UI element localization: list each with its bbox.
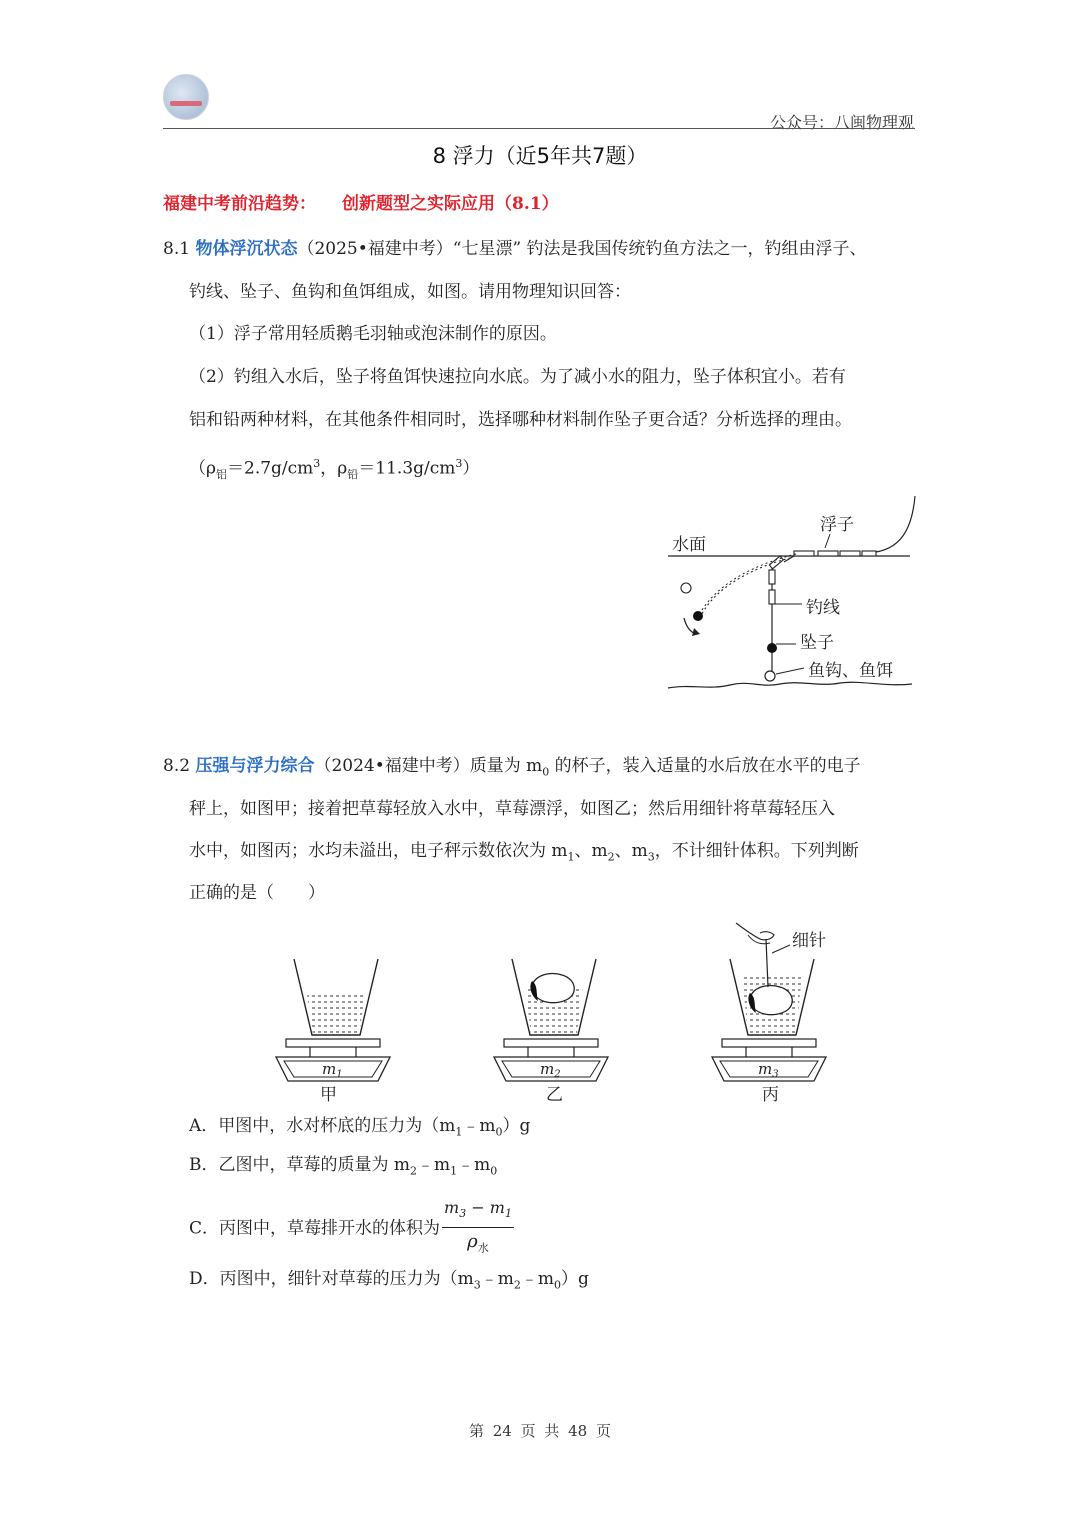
option-b-sub0: 0 — [490, 1164, 498, 1178]
density-open: （ρ — [189, 458, 216, 479]
float-2 — [840, 551, 860, 556]
caption-jia: 甲 — [320, 1085, 337, 1105]
float-4 — [794, 551, 814, 556]
label-line: 钓线 — [806, 598, 840, 618]
hook-leader — [776, 668, 804, 674]
float-1 — [818, 551, 838, 556]
reading-jia: $m_1$ — [322, 1060, 343, 1080]
q2-m0-sub: 0 — [542, 765, 550, 779]
setup-yi — [494, 959, 608, 1105]
float-3 — [862, 551, 876, 556]
aluminum-sub: 铝 — [216, 468, 227, 482]
hand — [736, 923, 774, 940]
water-jia — [307, 995, 365, 1035]
q1-keyword: 物体浮沉状态 — [195, 239, 298, 259]
option-b-sub2: 2 — [410, 1164, 418, 1178]
option-a-end: ）g — [502, 1116, 531, 1136]
moving-sinker — [693, 611, 703, 621]
caption-yi: 乙 — [546, 1085, 563, 1105]
option-d-sub0: 0 — [554, 1278, 561, 1292]
option-d-minus2: ﹣m — [520, 1269, 554, 1289]
label-needle: 细针 — [792, 931, 826, 951]
label-sinker: 坠子 — [800, 633, 834, 653]
scale-plate-bing — [722, 1039, 816, 1047]
density-sep: ，ρ — [320, 458, 348, 479]
q2-text-3c: 、m — [614, 841, 648, 861]
option-d-sub2: 2 — [513, 1278, 521, 1292]
motion-arrowhead — [692, 628, 700, 636]
fraction-denominator: $\rho_水$ — [467, 1231, 489, 1255]
trend-topic: 创新题型之实际应用（8.1） — [342, 194, 559, 214]
trajectory-dotted — [700, 558, 790, 618]
q2-text-1a: 质量为 m — [469, 756, 543, 776]
q1-subquestion-2a: （2）钓组入水后，坠子将鱼饵快速拉向水底。为了减小水的阻力，坠子体积宜小。若有 — [189, 367, 846, 387]
sinker-dot — [767, 643, 777, 653]
q2-number: 8.2 — [163, 756, 191, 776]
q2-sub-1: 1 — [567, 850, 575, 864]
label-float: 浮子 — [820, 515, 854, 535]
option-c-fraction — [442, 1196, 514, 1261]
rod-line — [876, 496, 915, 552]
fishing-rig-figure — [660, 490, 920, 700]
logo — [163, 74, 209, 120]
option-d-minus1: ﹣m — [480, 1269, 514, 1289]
scale-plate-jia — [286, 1039, 380, 1047]
q2-text-3d: ，不计细针体积。下列判断 — [654, 841, 859, 861]
q2-text-3a: 水中，如图丙；水均未溢出，电子秤示数依次为 m — [189, 841, 568, 861]
q1-source: （2025•福建中考） — [297, 239, 453, 259]
header-divider — [163, 128, 915, 129]
scales-figure — [270, 915, 840, 1110]
q1-subquestion-1: （1）浮子常用轻质鹅毛羽轴或泡沫制作的原因。 — [189, 324, 557, 344]
option-a-text: A．甲图中，水对杯底的压力为（m — [189, 1116, 456, 1136]
trajectory-dotted-2 — [702, 554, 796, 610]
trend-label: 福建中考前沿趋势： — [163, 194, 316, 214]
trend-line — [163, 189, 559, 214]
option-a[interactable] — [189, 1114, 530, 1144]
q2-line3 — [189, 839, 859, 869]
page-number: 第 24 页 共 48 页 — [468, 1422, 611, 1440]
moving-bait — [681, 583, 691, 593]
q2-source: （2024•福建中考） — [314, 756, 470, 776]
water-bottom — [668, 682, 912, 688]
lead-density: ＝11.3g/cm — [358, 458, 456, 479]
q2-keyword: 压强与浮力综合 — [195, 756, 315, 776]
option-b-text: B．乙图中，草莓的质量为 m — [189, 1155, 411, 1175]
page-title: 8 浮力（近5年共7题） — [432, 144, 648, 168]
sub-float-1 — [769, 570, 775, 584]
cube-exp-1: 3 — [313, 457, 321, 470]
option-d-sub3: 3 — [473, 1278, 481, 1292]
q2-line4: 正确的是（ ） — [189, 883, 325, 903]
strawberry-yi — [532, 974, 574, 1003]
account-name: 公众号：八闽物理观 — [769, 113, 914, 132]
q1-number: 8.1 — [163, 239, 191, 259]
option-c[interactable] — [189, 1196, 514, 1261]
q2-text-1b: 的杯子，装入适量的水后放在水平的电子 — [549, 756, 861, 776]
density-close: ） — [462, 458, 480, 479]
q2-text-3b: 、m — [574, 841, 608, 861]
option-c-text: C．丙图中，草莓排开水的体积为 — [189, 1218, 441, 1239]
option-a-minus: ﹣m — [462, 1116, 496, 1136]
option-b-minus2: ﹣m — [457, 1155, 491, 1175]
scale-plate-yi — [504, 1039, 598, 1047]
float-leader — [825, 534, 830, 548]
option-b-minus1: ﹣m — [417, 1155, 451, 1175]
option-d-end: ）g — [561, 1269, 589, 1289]
q2-line1 — [163, 754, 861, 784]
q1-density-values — [189, 452, 479, 487]
q1-line1 — [163, 237, 867, 261]
q1-subquestion-2b: 铝和铅两种材料，在其他条件相同时，选择哪种材料制作坠子更合适？分析选择的理由。 — [189, 410, 852, 430]
option-b[interactable] — [189, 1153, 497, 1183]
q2-sub-3: 3 — [647, 850, 655, 864]
label-water-surface: 水面 — [672, 535, 706, 555]
setup-jia — [276, 959, 390, 1105]
q2-line2: 秤上，如图甲；接着把草莓轻放入水中，草莓漂浮，如图乙；然后用细针将草莓轻压入 — [189, 799, 835, 819]
reading-bing: $m_3$ — [758, 1060, 779, 1080]
needle-leader — [772, 945, 790, 953]
q1-text-1: “七星漂” 钓法是我国传统钓鱼方法之一，钓组由浮子、 — [452, 239, 867, 259]
cube-exp-2: 3 — [455, 457, 463, 470]
option-a-sub1: 1 — [455, 1125, 463, 1139]
q2-sub-2: 2 — [607, 850, 615, 864]
option-d-text: D．丙图中，细针对草莓的压力为（m — [189, 1269, 474, 1289]
q1-line2: 钓线、坠子、鱼钩和鱼饵组成，如图。请用物理知识回答： — [189, 282, 631, 302]
option-a-sub0: 0 — [495, 1125, 503, 1139]
lead-sub: 铅 — [347, 468, 359, 482]
sub-float-2 — [769, 590, 775, 604]
caption-bing: 丙 — [762, 1085, 779, 1105]
option-d[interactable] — [189, 1267, 589, 1297]
setup-bing — [712, 923, 826, 1105]
strawberry-bing — [750, 986, 792, 1015]
reading-yi: $m_2$ — [540, 1060, 561, 1080]
hook-bait-circle — [765, 671, 775, 681]
label-hook-bait: 鱼钩、鱼饵 — [808, 661, 893, 681]
option-b-sub1: 1 — [450, 1164, 458, 1178]
aluminum-density: ＝2.7g/cm — [227, 458, 314, 479]
fraction-numerator: $m_3 - m_1$ — [442, 1196, 514, 1228]
